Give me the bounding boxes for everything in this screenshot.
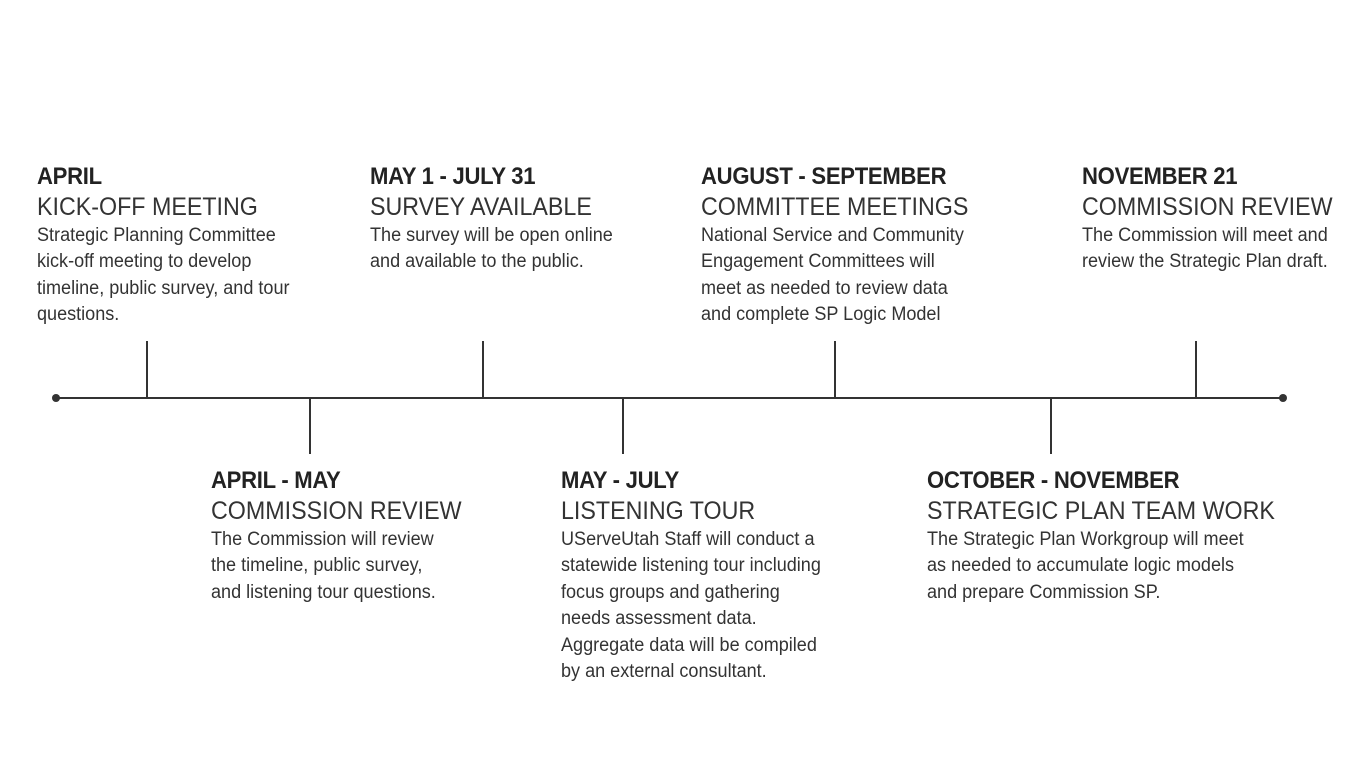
- event-may-july: [561, 466, 835, 685]
- tick-april-may: [309, 398, 311, 454]
- event-oct-nov: [927, 466, 1301, 606]
- event-date: APRIL: [37, 163, 102, 190]
- event-nov21: [1082, 162, 1351, 276]
- timeline-start-dot: [52, 394, 60, 402]
- event-description: The survey will be open online and available to the public.: [370, 225, 613, 273]
- tick-april: [146, 341, 148, 398]
- event-date: APRIL - MAY: [211, 467, 341, 494]
- event-description: The Strategic Plan Workgroup will meet as needed to accumulate logic models and prepare Commission SP.: [927, 529, 1244, 603]
- event-date: MAY 1 - JULY 31: [370, 163, 536, 190]
- event-description: The Commission will review the timeline, public survey, and listening tour questions.: [211, 529, 436, 603]
- event-description: Strategic Planning Committee kick-off meeting to develop timeline, public survey, and tour questions.: [37, 225, 290, 326]
- event-april: [37, 162, 303, 329]
- event-date: NOVEMBER 21: [1082, 163, 1238, 190]
- tick-nov21: [1195, 341, 1197, 398]
- tick-aug-sep: [834, 341, 836, 398]
- event-aug-sep: [701, 162, 989, 329]
- event-title: COMMISSION REVIEW: [211, 497, 462, 525]
- event-april-may: [211, 466, 480, 606]
- event-title: COMMITTEE MEETINGS: [701, 193, 969, 221]
- event-title: SURVEY AVAILABLE: [370, 193, 592, 221]
- timeline-end-dot: [1279, 394, 1287, 402]
- event-date: AUGUST - SEPTEMBER: [701, 163, 947, 190]
- event-date: OCTOBER - NOVEMBER: [927, 467, 1180, 494]
- event-description: National Service and Community Engagement Committees will meet as needed to review data and complete SP Logic Model: [701, 225, 964, 326]
- event-title: KICK-OFF MEETING: [37, 193, 258, 221]
- tick-may-july: [622, 398, 624, 454]
- event-title: LISTENING TOUR: [561, 497, 756, 525]
- event-description: UServeUtah Staff will conduct a statewide listening tour including focus groups and gathering needs assessment data. Aggregate data will be compiled by an external consultant.: [561, 529, 821, 683]
- event-title: COMMISSION REVIEW: [1082, 193, 1333, 221]
- event-date: MAY - JULY: [561, 467, 679, 494]
- event-may-july31: [370, 162, 626, 276]
- tick-oct-nov: [1050, 398, 1052, 454]
- tick-may-july31: [482, 341, 484, 398]
- timeline-axis: [56, 397, 1283, 399]
- event-description: The Commission will meet and review the Strategic Plan draft.: [1082, 225, 1328, 273]
- event-title: STRATEGIC PLAN TEAM WORK: [927, 497, 1275, 525]
